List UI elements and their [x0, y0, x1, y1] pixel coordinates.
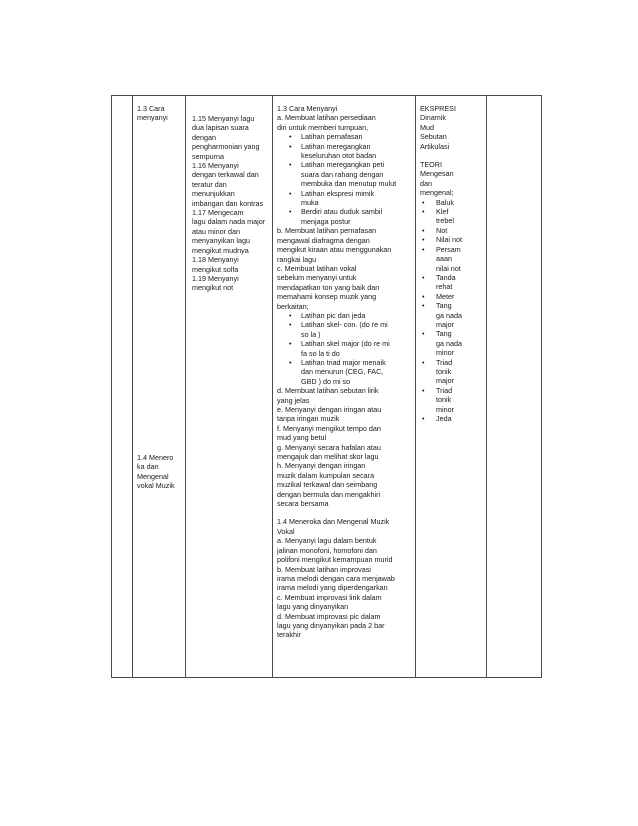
activities-heading-1-3: 1.3 Cara Menyanyi	[277, 104, 338, 113]
list-item: • Latihan skel major (do re mi fa so la ti do	[277, 339, 413, 358]
theory-elements: TEORI Mengesan dan mengenal;	[420, 160, 454, 198]
topic-column	[133, 96, 186, 678]
list-item: • Meter	[420, 292, 484, 301]
activity-c-list	[277, 311, 413, 386]
activity-d: d. Membuat latihan sebutan lirik yang jelas	[277, 386, 379, 405]
activities-column	[273, 96, 416, 678]
learning-standards-column	[186, 96, 273, 678]
list-item: • Latihan triad major menaik dan menurun (CEG, FAC, GBD ) do mi so	[277, 358, 413, 386]
activity-c2: c. Membuat improvasi lirik dalam lagu yang dinyanyikan	[277, 592, 382, 612]
list-item: • Triad tonik minor	[420, 386, 484, 414]
list-item: • Klef trebel	[420, 207, 484, 226]
activities-heading-1-4: 1.4 Meneroka dan Mengenal Muzik Vokal	[277, 517, 390, 536]
expression-elements: EKSPRESI Dinamik Mud Sebutan Artikulasi	[420, 104, 456, 151]
list-item: • Latihan meregangkan peti suara dan rahang dengan membuka dan menutup mulut	[277, 160, 413, 188]
theory-list	[420, 198, 484, 424]
topic-1-3: 1.3 Cara menyanyi	[137, 104, 168, 123]
list-item: • Persam aaan nilai not	[420, 245, 484, 273]
list-item: • Tang ga nada major	[420, 301, 484, 329]
activity-h: h. Menyanyi dengan iringan muzik dalam kumpulan secara muzikal terkawal dan seimbang dengan bermula dan mengakhiri secara bersama	[277, 461, 381, 509]
list-item: • Latihan ekspresi mimik muka	[277, 189, 413, 208]
activity-g: g. Menyanyi secara hafalan atau mengajuk dan melihat skor lagu	[277, 442, 381, 462]
list-item: • Berdiri atau duduk sambil menjaga postur	[277, 207, 413, 226]
elements-column	[416, 96, 487, 678]
activity-b2: b. Membuat latihan improvasi irama melodi dengan cara menjawab irama melodi yang diperdengarkan	[277, 564, 395, 593]
list-item: • Latihan pic dan jeda	[277, 311, 413, 320]
list-item: • Tanda rehat	[420, 273, 484, 292]
activity-a2: a. Menyanyi lagu dalam bentuk jalinan monofoni, homofoni dan polifoni mengikut kemampuan murid	[277, 536, 393, 565]
activity-c: c. Membuat latihan vokal sebelum menyanyi untuk mendapatkan ton yang baik dan memahami konsep muzik yang berkaitan;	[277, 263, 380, 311]
list-item: • Latihan skel- con. (do re mi so la )	[277, 320, 413, 339]
list-item: • Not	[420, 226, 484, 235]
list-item: • Triad tonik major	[420, 358, 484, 386]
list-item: • Jeda	[420, 414, 484, 423]
activity-e: e. Menyanyi dengan iringan atau tanpa iringan muzik	[277, 405, 382, 424]
activity-d2: d. Membuat improvasi pic dalam lagu yang dinyanyikan pada 2 bar terakhir	[277, 611, 385, 640]
activity-a: a. Membuat latihan persediaan diri untuk memberi tumpuan,	[277, 113, 376, 132]
list-item: • Latihan pernafasan	[277, 132, 413, 141]
activity-a-list	[277, 132, 413, 226]
list-item: • Latihan meregangkan keseluruhan otot badan	[277, 142, 413, 161]
notes-column	[487, 96, 542, 678]
table-row	[112, 96, 542, 678]
list-item: • Tang ga nada minor	[420, 329, 484, 357]
list-item: • Nilai not	[420, 235, 484, 244]
list-item: • Baluk	[420, 198, 484, 207]
activity-b: b. Membuat latihan pernafasan mengawal diafragma dengan mengikut kiraan atau menggunakan rangkai lagu	[277, 226, 392, 264]
learning-standards-text: 1.15 Menyanyi lagu dua lapisan suara dengan pengharmonian yang sempurna 1.16 Menyanyi dengan terkawal dan teratur dan menunjukkan imbangan dan kontras 1.17 Mengecam lagu dalam nada major atau minor dan menyanyikan lagu mengikut mudnya 1.18 Menyanyi mengikut solfa 1.19 Menyanyi mengikut not	[192, 114, 266, 293]
lesson-plan-table	[111, 95, 542, 678]
activity-f: f. Menyanyi mengikut tempo dan mud yang betul	[277, 423, 381, 443]
topic-1-4: 1.4 Menero ka dan Mengenal vokal Muzik	[137, 452, 175, 491]
blank-column	[112, 96, 133, 678]
